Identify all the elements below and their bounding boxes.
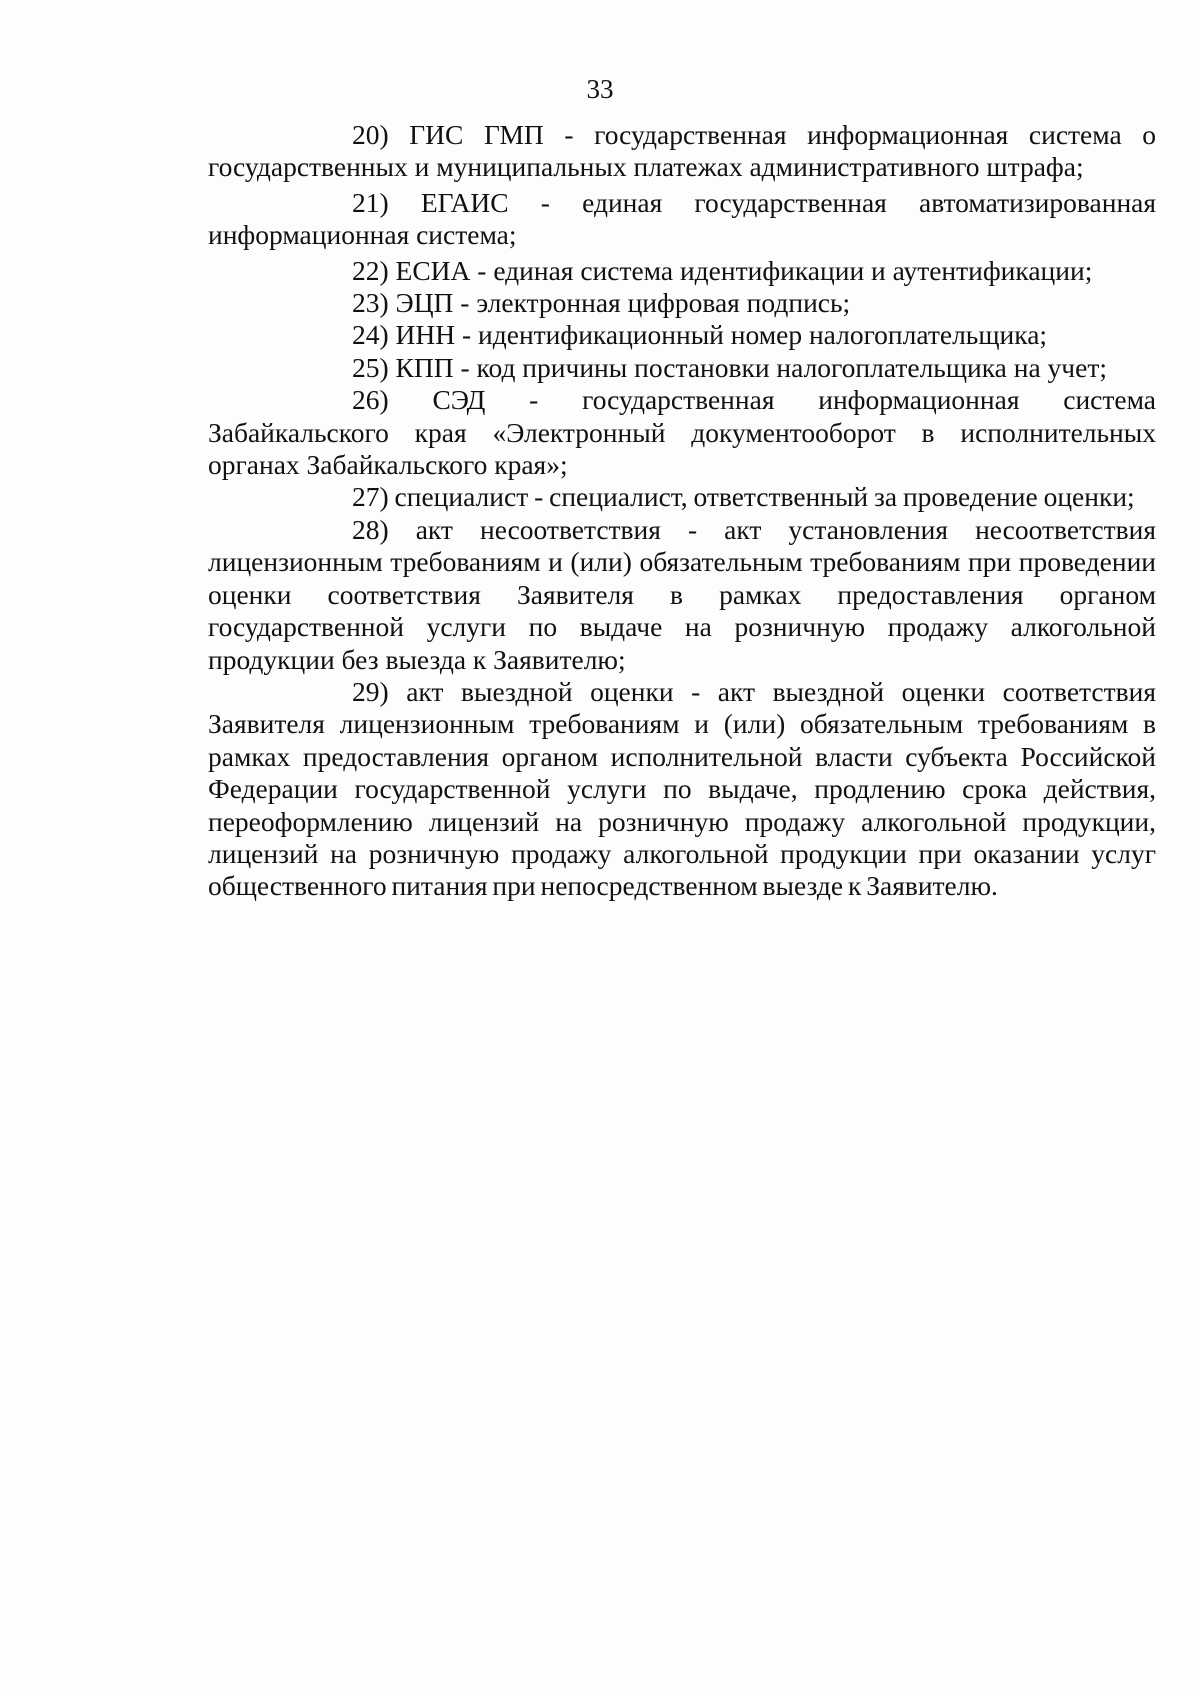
definitions-list	[208, 119, 1156, 903]
definition-item-23	[208, 287, 1156, 319]
item-text: акт несоответствия - акт установления несоответствия лицензионным требованиям и (или) обязательным требованиям при проведении оценки соответствия Заявителя в рамках предоставления органом государственной услуги по выдаче на розничную продажу алкогольной продукции без выезда к Заявителю;	[208, 513, 1156, 675]
item-text: СЭД - государственная информационная система Забайкальского края «Электронный документооборот в исполнительных органах Забайкальского края»;	[208, 384, 1157, 481]
item-number: 21)	[352, 186, 389, 218]
item-number: 26)	[352, 384, 389, 416]
item-number: 22)	[352, 254, 389, 286]
item-text: ЕГАИС - единая государственная автоматизированная информационная система;	[208, 186, 1157, 251]
definition-item-29	[208, 676, 1156, 903]
item-text: акт выездной оценки - акт выездной оценки соответствия Заявителя лицензионным требованиям и (или) обязательным требованиям в рамках предоставления органом исполнительной власти субъекта Российской Федерации государственной услуги по выдаче, продлению срока действия, переоформлению лицензий на розничную продажу алкогольной продукции, лицензий на розничную продажу алкогольной продукции при оказании услуг общественного питания при непосредственном выезде к Заявителю.	[208, 675, 1156, 902]
item-number: 23)	[352, 287, 389, 319]
item-text: ГИС ГМП - государственная информационная система о государственных и муниципальных платежах административного штрафа;	[208, 119, 1156, 183]
definition-item-28	[208, 514, 1156, 676]
item-number: 28)	[352, 513, 389, 545]
definition-item-26	[208, 384, 1156, 481]
definition-item-25	[208, 352, 1156, 384]
item-text: ЭЦП - электронная цифровая подпись;	[395, 287, 851, 319]
definition-item-27	[208, 481, 1156, 513]
definition-item-22	[208, 255, 1156, 287]
item-number: 24)	[352, 319, 389, 351]
page-number: 33	[586, 74, 614, 104]
item-number: 27)	[352, 481, 389, 513]
item-number: 20)	[352, 119, 389, 150]
item-text: специалист - специалист, ответственный за проведение оценки;	[394, 481, 1135, 513]
item-number: 29)	[352, 675, 389, 707]
item-text: ИНН - идентификационный номер налогоплательщика;	[395, 319, 1048, 351]
item-text: ЕСИА - единая система идентификации и аутентификации;	[395, 254, 1093, 286]
definition-item-21	[208, 187, 1156, 252]
definition-item-24	[208, 319, 1156, 351]
definition-item-20	[208, 119, 1156, 184]
item-number: 25)	[352, 351, 389, 383]
item-text: КПП - код причины постановки налогоплательщика на учет;	[395, 351, 1107, 383]
